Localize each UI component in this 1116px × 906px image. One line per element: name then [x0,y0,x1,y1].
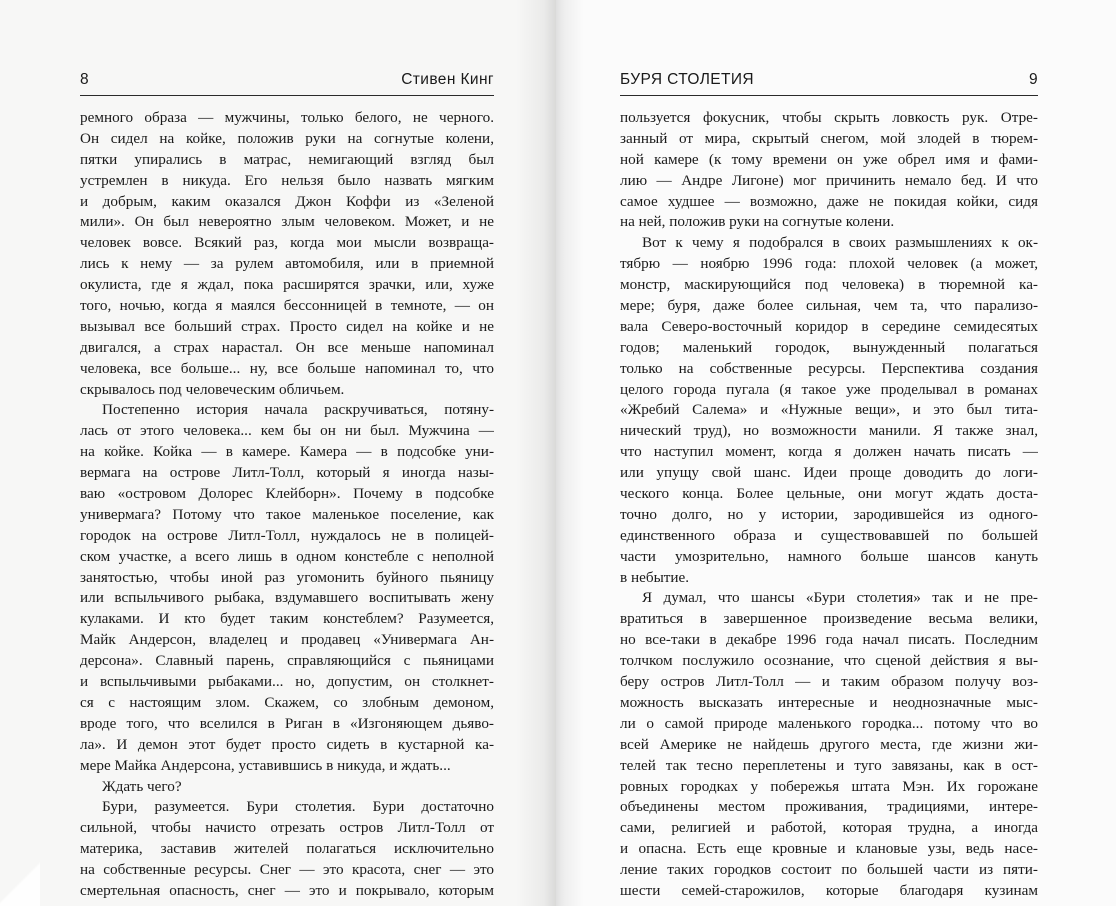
left-body-text [80,108,494,902]
text-line: пятки упирались в матрас, немигающий взгляд был [80,150,494,168]
left-page-number: 8 [80,71,90,88]
text-line: в небытие. [620,568,690,586]
text-line: ровных городках у побережья штата Мэн. Их горожане [620,777,1038,795]
text-line: смертельная опасность, снег — это и покрывало, которым [80,881,494,899]
right-header-title: БУРЯ СТОЛЕТИЯ [620,71,755,88]
text-line: и вспыльчивыми рыбаками... но, допустим, он столкнет- [80,673,494,691]
text-line: пользуется фокусник, чтобы скрыть ловкость рук. Отре- [620,109,1038,126]
text-line: что наступил момент, когда я должен начать писать — [620,443,1038,461]
right-body-text [620,108,1038,902]
text-line: самое худшее — возможно, даже не покидая койки, сидя [620,192,1038,210]
text-line: тябрю — ноябрю 1996 года: плохой человек (а может, [620,255,1038,273]
text-line: ском участке, а всего лишь в одном констебле с неполной [80,547,494,565]
text-line: на койке. Койка — в камере. Камера — в подсобке уни- [80,443,494,461]
text-line: телей так тесно переплетены и туго завязаны, как в ост- [620,756,1038,774]
text-line: ление таких городков состоит по большей части из пяти- [620,861,1038,879]
text-line: Вот к чему я подобрался в своих размышлениях к ок- [642,234,1038,252]
text-line: на ней, положив руки на согнутые колени. [620,213,895,231]
text-line: Я думал, что шансы «Бури столетия» так и не пре- [642,589,1038,607]
text-line: шести семей-старожилов, которые благодаря кузинам [620,881,1038,899]
text-line: материка, заставив жителей полагаться исключительно [80,840,494,858]
text-line: вратиться в завершенное произведение весьма велики, [620,610,1038,628]
text-line: части умозрительно, намного больше шансов кануть [620,547,1038,565]
text-line: городок на острове Литл-Толл, нуждалось не в полицей- [80,526,494,544]
text-line: целого города пугала (я такое уже проделывал в романах [620,380,1038,398]
text-line: монстр, маскирующийся под человека) в тюремной ка- [620,276,1038,294]
text-line: мере; буря, даже более сильная, чем та, что парализо- [620,297,1038,315]
text-line: того, ночью, когда я маялся бессонницей в темноте, — он [80,297,494,315]
text-line: окулиста, где я ждал, пока расширятся зрачки, или, хуже [80,276,494,294]
text-line: но все-таки в декабре 1996 года начал писать. Последним [620,631,1038,649]
text-line: вроде того, что вселился в Риган в «Изгоняющем дьяво- [80,714,494,732]
right-page-number: 9 [1028,71,1038,88]
text-line: человека, все больше... ну, все больше напоминал то, что [80,359,494,377]
text-line: нический труд), но возможности манили. Я также знал, [620,422,1038,440]
text-line: или упущу свой шанс. Идеи проще доводить до логи- [620,464,1038,482]
left-running-header [80,66,494,96]
right-running-header [620,66,1038,96]
text-line: Постепенно история начала раскручиваться, потяну- [102,401,494,419]
text-line: на собственные ресурсы. Снег — это красота, снег — это [80,861,494,879]
text-line: Ждать чего? [102,777,182,795]
text-line: универмага? Потому что такое маленькое поселение, как [80,505,494,523]
text-line: кулаками. И кто будет таким констеблем? Разумеется, [80,610,494,628]
text-line: ла». И демон этот будет просто сидеть в кустарной ка- [80,735,494,753]
text-line: скрывалось под человеческим обличьем. [80,380,345,398]
right-page [556,0,1116,906]
text-line: занный от мира, скрытый снегом, мой злодей в тюрем- [620,129,1038,147]
text-line: дерсона». Славный парень, справляющийся с пьяницами [80,652,494,670]
text-line: толчком послужило осознание, что сценой действия я вы- [620,652,1038,670]
text-line: ческого конца. Более цельные, они могут ждать доста- [620,485,1038,503]
text-line: или вспыльчивого рыбака, вздумавшего воспитывать жену [80,589,494,607]
text-line: вызывал все больший страх. Просто сидел на койке и не [80,317,494,335]
text-line: и опасна. Есть еще кровные и клановые узы, ведь насе- [620,840,1038,858]
text-line: только на собственные ресурсы. Перспектива создания [620,359,1038,377]
text-line: беру остров Литл-Толл — и таким образом получу воз- [620,673,1038,691]
right-gutter-shadow [556,0,584,906]
text-line: можность высказать интересные и неоднозначные мыс- [620,693,1038,711]
text-line: всей Америке не найдешь другого места, где жизни жи- [620,735,1038,753]
text-line: вермага на острове Литл-Толл, который я иногда назы- [80,464,494,482]
text-line: устремлен в никуда. Его нельзя было назвать мягким [80,171,494,189]
text-line: ремного образа — мужчины, только белого, не черного. [80,109,494,126]
left-gutter-shadow [516,0,556,906]
text-line: ли о самой природе маленького городка... потому что во [620,714,1038,732]
text-line: лись к нему — за рулем автомобиля, или в приемной [80,255,494,273]
text-line: мили». Он был невероятно злым человеком. Может, и не [80,213,494,231]
text-line: «Жребий Салема» и «Нужные вещи», и это был титa- [620,401,1038,419]
left-header-author: Стивен Кинг [401,71,494,88]
text-line: лась от этого человека... кем бы он ни был. Мужчина — [80,422,494,440]
page-corner-fold [0,860,40,906]
text-line: годов; маленький городок, вынужденный полагаться [620,338,1038,356]
text-line: лию — Андре Лигоне) мог причинить немало бед. И что [620,171,1038,189]
text-line: объединены местом проживания, традициями, интере- [620,798,1038,816]
text-line: и добрым, каким оказался Джон Коффи из «Зеленой [80,192,494,210]
text-line: вала Северо-восточный коридор в середине семидесятых [620,317,1038,335]
text-line: занятостью, чтобы иной раз угомонить буйного пьяницу [80,568,494,586]
text-line: Майк Андерсон, владелец и продавец «Универмага Ан- [80,631,494,649]
text-line: ся с настоящим злом. Скажем, со злобным демоном, [80,693,494,711]
text-line: двигался, а страх нарастал. Он все меньше напоминал [80,338,494,356]
text-line: ваю «островом Долорес Клейборн». Почему в подсобке [80,485,494,503]
text-line: мере Майка Андерсона, уставившись в никуда, и ждать... [80,756,451,774]
text-line: единственного образа и существовавшей по большей [620,526,1038,544]
text-line: ной камере (к тому времени он уже обрел имя и фами- [620,150,1038,168]
text-line: Он сидел на койке, положив руки на согнутые колени, [80,129,494,147]
text-line: сами, религией и работой, которая трудна, а иногда [620,819,1038,837]
text-line: человек вовсе. Всякий раз, когда мои мысли возвраща- [80,234,494,252]
text-line: точно долго, но у истории, зародившейся из одного- [620,505,1038,523]
text-line: Бури, разумеется. Бури столетия. Бури достаточно [102,798,494,816]
text-line: сильной, чтобы начисто отрезать остров Литл-Толл от [80,819,494,837]
left-page [0,0,556,906]
